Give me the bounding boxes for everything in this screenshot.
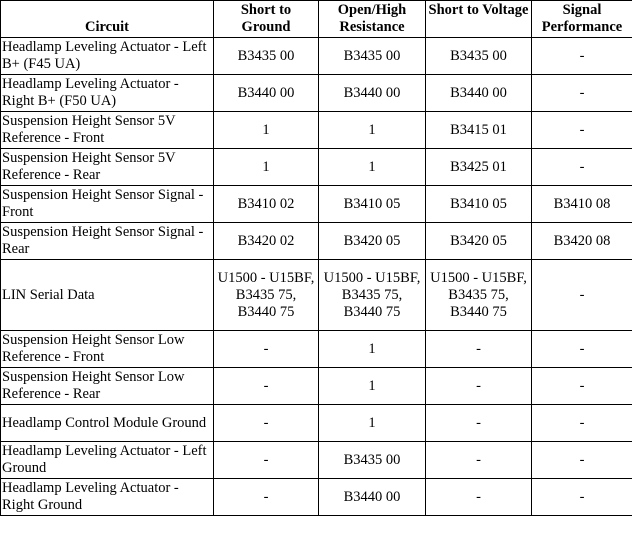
signal-performance-cell: B3420 08: [532, 223, 632, 260]
open-high-resistance-cell: B3420 05: [319, 223, 426, 260]
table-row: [1, 38, 632, 75]
circuit-cell: Suspension Height Sensor 5V Reference - Rear: [1, 149, 214, 186]
short-to-voltage-cell: B3435 00: [426, 38, 532, 75]
circuit-cell: Headlamp Leveling Actuator - Right Ground: [1, 479, 214, 516]
signal-performance-cell: -: [532, 368, 632, 405]
short-to-ground-cell: -: [214, 442, 319, 479]
short-to-ground-cell: B3435 00: [214, 38, 319, 75]
open-high-resistance-cell: 1: [319, 149, 426, 186]
short-to-ground-cell: -: [214, 479, 319, 516]
short-to-ground-cell: B3420 02: [214, 223, 319, 260]
header-signal-performance: Signal Performance: [532, 1, 632, 38]
short-to-voltage-cell: B3420 05: [426, 223, 532, 260]
short-to-ground-cell: U1500 - U15BF, B3435 75, B3440 75: [214, 260, 319, 331]
table-row: [1, 479, 632, 516]
short-to-voltage-cell: -: [426, 368, 532, 405]
open-high-resistance-cell: B3410 05: [319, 186, 426, 223]
table-row: [1, 331, 632, 368]
table-row: [1, 149, 632, 186]
signal-performance-cell: -: [532, 479, 632, 516]
circuit-cell: Suspension Height Sensor Signal - Rear: [1, 223, 214, 260]
short-to-ground-cell: -: [214, 331, 319, 368]
open-high-resistance-cell: B3440 00: [319, 75, 426, 112]
circuit-cell: Headlamp Leveling Actuator - Left B+ (F45 UA): [1, 38, 214, 75]
open-high-resistance-cell: B3440 00: [319, 479, 426, 516]
header-short-to-ground: Short to Ground: [214, 1, 319, 38]
signal-performance-cell: -: [532, 149, 632, 186]
circuit-cell: Headlamp Control Module Ground: [1, 405, 214, 442]
table-row: [1, 223, 632, 260]
short-to-ground-cell: -: [214, 368, 319, 405]
table-row: [1, 186, 632, 223]
open-high-resistance-cell: 1: [319, 331, 426, 368]
signal-performance-cell: B3410 08: [532, 186, 632, 223]
signal-performance-cell: -: [532, 38, 632, 75]
short-to-voltage-cell: -: [426, 479, 532, 516]
circuit-cell: Suspension Height Sensor Low Reference - Rear: [1, 368, 214, 405]
signal-performance-cell: -: [532, 260, 632, 331]
short-to-ground-cell: 1: [214, 149, 319, 186]
open-high-resistance-cell: B3435 00: [319, 442, 426, 479]
table-row: [1, 368, 632, 405]
short-to-ground-cell: 1: [214, 112, 319, 149]
header-short-to-voltage: Short to Voltage: [426, 1, 532, 38]
circuit-cell: Headlamp Leveling Actuator - Right B+ (F50 UA): [1, 75, 214, 112]
short-to-voltage-cell: B3425 01: [426, 149, 532, 186]
open-high-resistance-cell: B3435 00: [319, 38, 426, 75]
signal-performance-cell: -: [532, 331, 632, 368]
circuit-cell: Suspension Height Sensor Low Reference - Front: [1, 331, 214, 368]
table-row: [1, 112, 632, 149]
open-high-resistance-cell: 1: [319, 112, 426, 149]
circuit-cell: Headlamp Leveling Actuator - Left Ground: [1, 442, 214, 479]
circuit-cell: Suspension Height Sensor 5V Reference - Front: [1, 112, 214, 149]
short-to-voltage-cell: -: [426, 442, 532, 479]
signal-performance-cell: -: [532, 405, 632, 442]
circuit-cell: LIN Serial Data: [1, 260, 214, 331]
short-to-voltage-cell: U1500 - U15BF, B3435 75, B3440 75: [426, 260, 532, 331]
signal-performance-cell: -: [532, 112, 632, 149]
short-to-voltage-cell: B3410 05: [426, 186, 532, 223]
short-to-voltage-cell: -: [426, 331, 532, 368]
table-row: [1, 75, 632, 112]
table-row: [1, 260, 632, 331]
short-to-ground-cell: B3440 00: [214, 75, 319, 112]
table-row: [1, 442, 632, 479]
short-to-voltage-cell: B3415 01: [426, 112, 532, 149]
signal-performance-cell: -: [532, 442, 632, 479]
header-open-high-resistance: Open/High Resistance: [319, 1, 426, 38]
table-header-row: [1, 1, 632, 38]
short-to-voltage-cell: -: [426, 405, 532, 442]
short-to-voltage-cell: B3440 00: [426, 75, 532, 112]
header-circuit: Circuit: [1, 1, 214, 38]
circuit-cell: Suspension Height Sensor Signal - Front: [1, 186, 214, 223]
table-row: [1, 405, 632, 442]
open-high-resistance-cell: 1: [319, 405, 426, 442]
short-to-ground-cell: B3410 02: [214, 186, 319, 223]
open-high-resistance-cell: 1: [319, 368, 426, 405]
short-to-ground-cell: -: [214, 405, 319, 442]
open-high-resistance-cell: U1500 - U15BF, B3435 75, B3440 75: [319, 260, 426, 331]
signal-performance-cell: -: [532, 75, 632, 112]
